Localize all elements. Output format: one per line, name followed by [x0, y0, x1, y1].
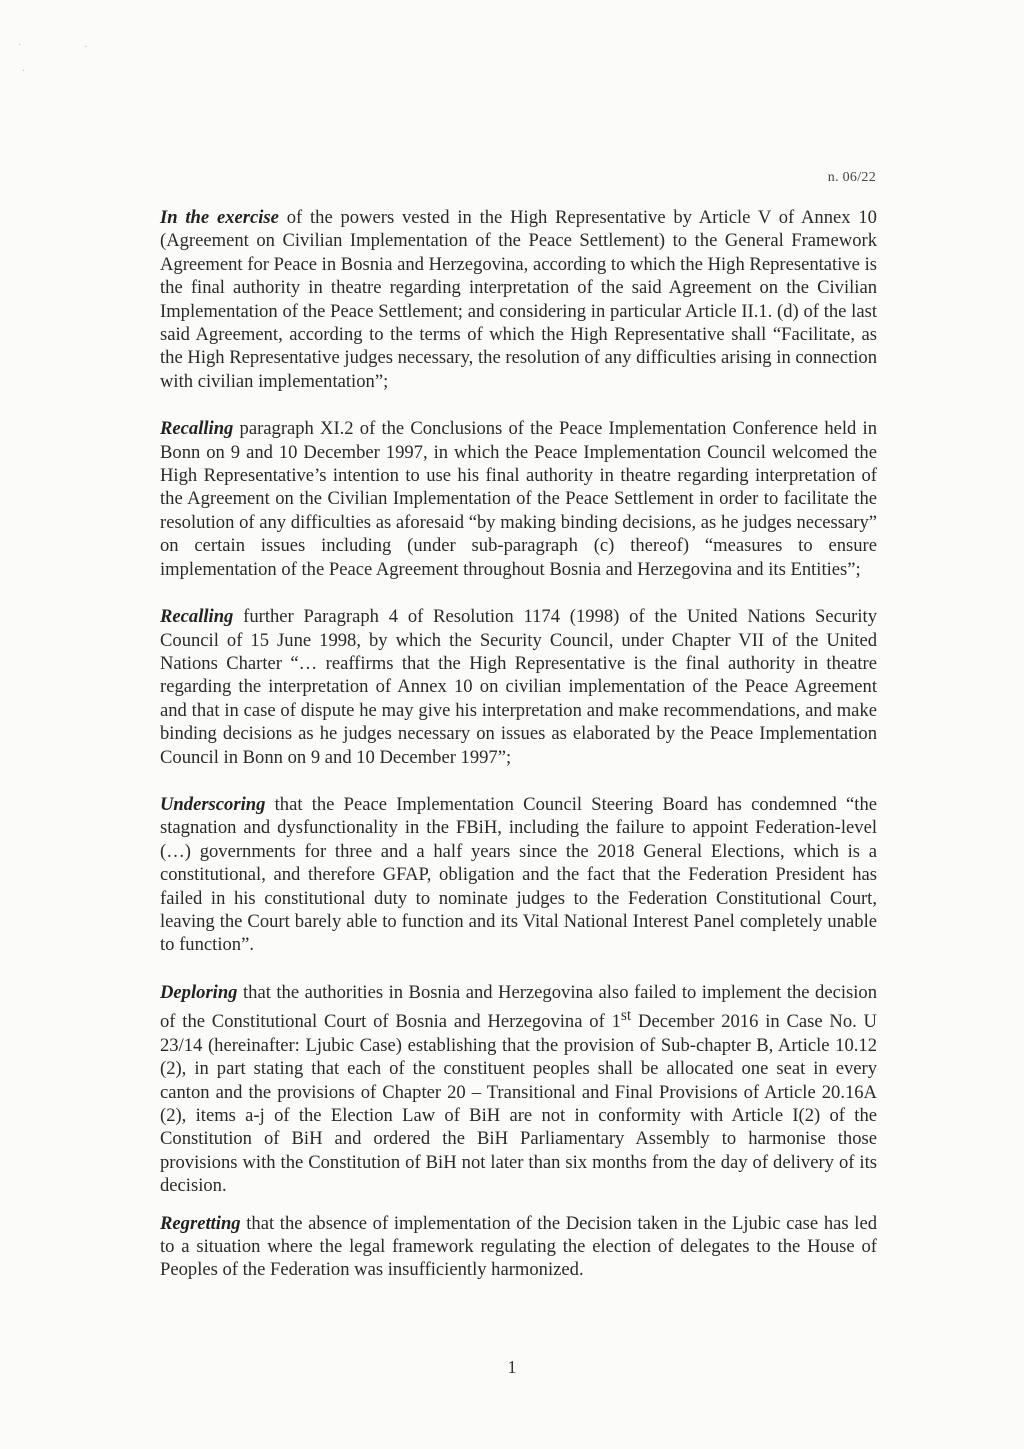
paragraph-text: of the powers vested in the High Representative by Article V of Annex 10 (Agreement on Civilian Implementation of the Peace Settlement) to the General Framework Agreement for Peace in Bosnia and Herzegovina, according to which the High Representative is the final authority in theatre regarding interpretation of the said Agreement on the Civilian Implementation of the Peace Settlement; and considering in particular Article II.1. (d) of the last said Agreement, according to the terms of which the High Representative shall “Facilitate, as the High Representative judges necessary, the resolution of any difficulties arising in connection with civilian implementation”;: [160, 207, 877, 392]
document-body: [160, 206, 877, 1306]
paragraph-lead: Recalling: [160, 418, 234, 440]
paragraph-lead: Deploring: [160, 981, 238, 1003]
paragraph-recalling-bonn: [160, 417, 877, 581]
paragraph-text: paragraph XI.2 of the Conclusions of the Peace Implementation Conference held in Bonn on 9 and 10 December 1997, in which the Peace Implementation Council welcomed the High Representative’s intention to use his final authority in theatre regarding interpretation of the Agreement on the Civilian Implementation of the Peace Settlement in order to facilitate the resolution of any difficulties as aforesaid “by making binding decisions, as he judges necessary” on certain issues including (under sub-paragraph (c) thereof) “measures to ensure implementation of the Peace Agreement throughout Bosnia and Herzegovina and its Entities”;: [160, 418, 877, 580]
paragraph-text: that the absence of implementation of the Decision taken in the Ljubic case has led to a situation where the legal framework regulating the election of delegates to the House of Peoples of the Federation was insufficiently harmonized.: [160, 1212, 877, 1281]
paragraph-lead: Recalling: [160, 606, 234, 628]
scan-speck: ·: [22, 66, 26, 77]
paragraph-underscoring: [160, 793, 877, 957]
ordinal-suffix: st: [620, 1007, 632, 1025]
paragraph-exercise-of-powers: [160, 206, 877, 393]
paragraph-text: that the Peace Implementation Council Steering Board has condemned “the stagnation and dysfunctionality in the FBiH, including the failure to appoint Federation-level (…) governments for three and a half years since the 2018 General Elections, which is a constitutional, and therefore GFAP, obligation and the fact that the Federation President has failed in his constitutional duty to nominate judges to the Federation Constitutional Court, leaving the Court barely able to function and its Vital National Interest Panel completely unable to function”.: [160, 793, 877, 956]
scan-speck: ·: [84, 42, 88, 53]
paragraph-deploring: [160, 981, 877, 1198]
paragraph-text: that the authorities in Bosnia and Herzegovina also failed to implement the decision of the Constitutional Court of Bosnia and Herzegovina of 1: [160, 981, 877, 1033]
paragraph-lead: Regretting: [160, 1212, 241, 1234]
paragraph-text: December 2016 in Case No. U 23/14 (hereinafter: Ljubic Case) establishing that the provision of Sub-chapter B, Article 10.12 (2), in part stating that each of the constituent peoples shall be allocated one seat in every canton and the provisions of Chapter 20 – Transitional and Final Provisions of Article 20.16A (2), items a-j of the Election Law of BiH are not in conformity with Article I(2) of the Constitution of BiH and ordered the BiH Parliamentary Assembly to harmonise those provisions with the Constitution of BiH not later than six months from the day of delivery of its decision.: [160, 1011, 877, 1197]
scan-speck: ·: [18, 40, 22, 51]
paragraph-lead: Underscoring: [160, 793, 266, 815]
paragraph-recalling-resolution: [160, 605, 877, 769]
paragraph-text: further Paragraph 4 of Resolution 1174 (1998) of the United Nations Security Council of 15 June 1998, by which the Security Council, under Chapter VII of the United Nations Charter “… reaffirms that the High Representative is the final authority in theatre regarding the interpretation of Annex 10 on civilian implementation of the Peace Agreement and that in case of dispute he may give his interpretation and make recommendations, and make binding decisions as he judges necessary on issues as elaborated by the Peace Implementation Council in Bonn on 9 and 10 December 1997”;: [160, 606, 877, 768]
page-number: 1: [507, 1357, 517, 1377]
document-reference-number: n. 06/22: [827, 170, 876, 185]
paragraph-regretting: [160, 1212, 877, 1282]
paragraph-lead: In the exercise: [160, 207, 279, 228]
